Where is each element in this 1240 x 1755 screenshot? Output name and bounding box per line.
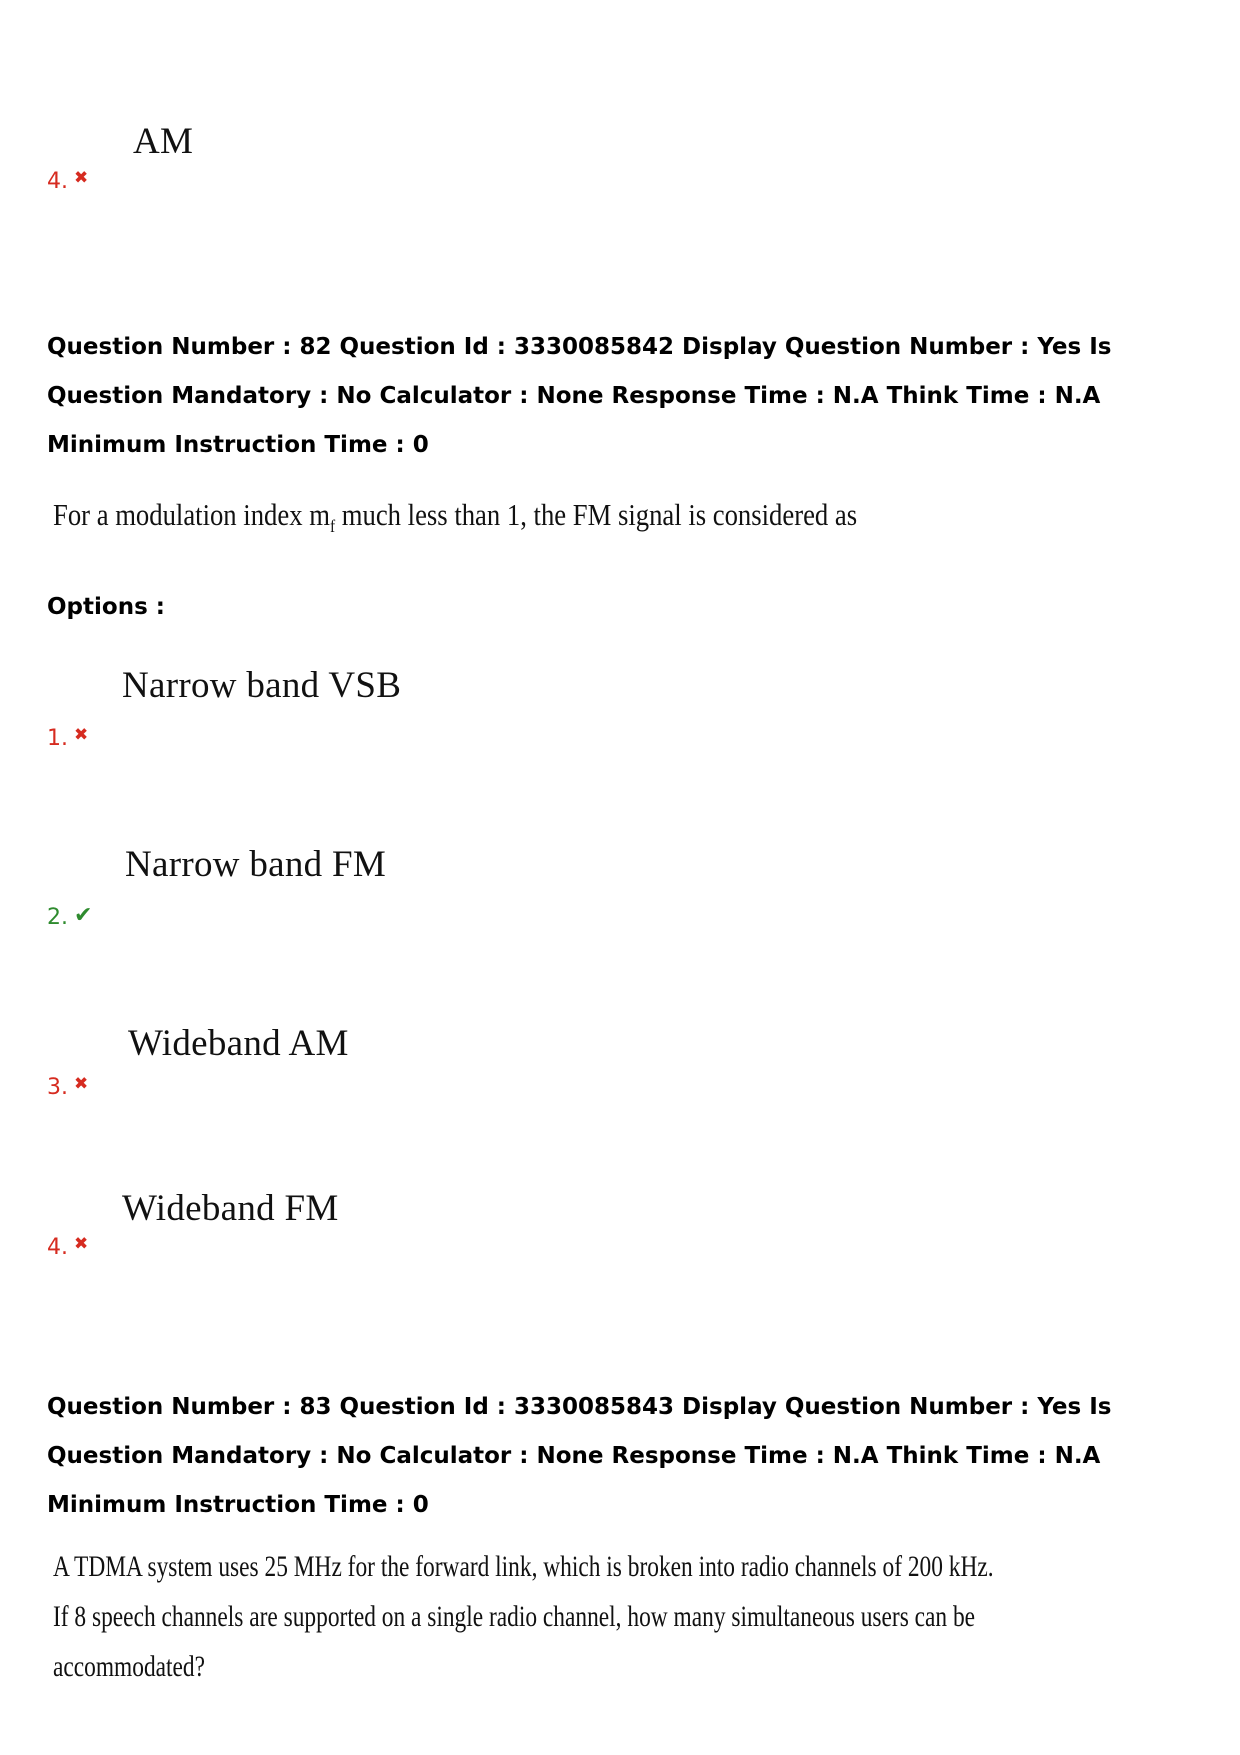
- option-text: Narrow band VSB: [122, 665, 402, 706]
- question-text: [53, 490, 857, 540]
- cross-icon: ✖: [74, 1234, 89, 1254]
- options-label: Options :: [47, 594, 165, 620]
- option-number-wrong: [47, 1071, 88, 1101]
- question-meta-text: Question Number : 82 Question Id : 3330085842 Display Question Number : Yes Is Question Mandatory : No Calculator : None Response Time : N.A Think Time : N.A Minimum Instruction Time : 0: [47, 334, 1112, 458]
- option-number: 3.: [47, 1075, 68, 1100]
- option-number-wrong: [47, 1231, 88, 1261]
- question-meta-text: Question Number : 83 Question Id : 3330085843 Display Question Number : Yes Is Question Mandatory : No Calculator : None Response Time : N.A Think Time : N.A Minimum Instruction Time : 0: [47, 1394, 1112, 1518]
- option-text: Narrow band FM: [125, 844, 387, 885]
- option-text: Wideband AM: [128, 1023, 349, 1064]
- cross-icon: ✖: [74, 725, 89, 745]
- question-meta: [47, 323, 1207, 470]
- option-number-correct: [47, 903, 92, 931]
- question-text-line: accommodated?: [53, 1650, 206, 1683]
- question-text: [53, 1542, 994, 1692]
- option-number: 4.: [47, 169, 68, 194]
- question-text-line: A TDMA system uses 25 MHz for the forward link, which is broken into radio channels of 200 kHz.: [53, 1550, 994, 1583]
- check-icon: ✔: [74, 903, 93, 928]
- option-number-wrong: [47, 722, 88, 752]
- option-text: Wideband FM: [122, 1188, 339, 1229]
- question-text-part: For a modulation index m: [53, 497, 330, 532]
- cross-icon: ✖: [74, 168, 89, 188]
- question-text-part: much less than 1, the FM signal is considered as: [335, 497, 858, 532]
- question-text-subscript: f: [329, 516, 336, 537]
- option-number-wrong: [47, 165, 88, 195]
- question-meta: [47, 1383, 1207, 1530]
- question-text-line: If 8 speech channels are supported on a single radio channel, how many simultaneous users can be: [53, 1600, 976, 1633]
- option-number: 2.: [47, 905, 68, 930]
- option-number: 4.: [47, 1235, 68, 1260]
- option-number: 1.: [47, 726, 68, 751]
- cross-icon: ✖: [74, 1074, 89, 1094]
- option-text: AM: [133, 121, 194, 162]
